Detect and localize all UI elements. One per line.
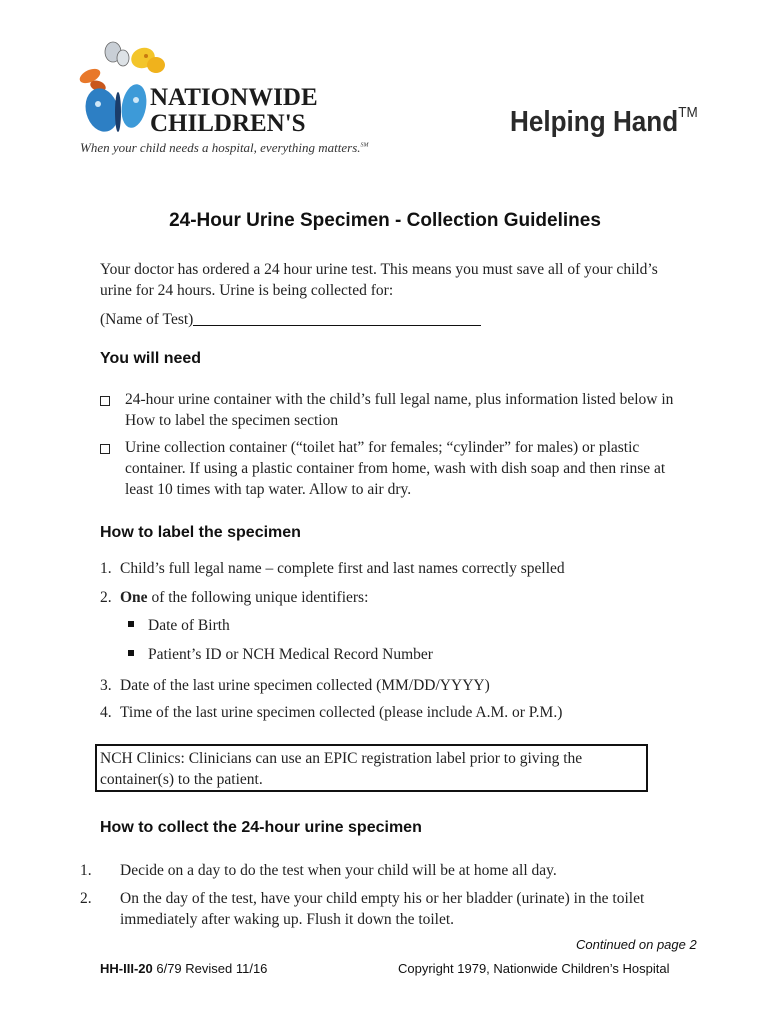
grey-butterfly-icon xyxy=(105,42,129,66)
brand-name-line-1: NATIONWIDE xyxy=(150,84,318,111)
tagline-text: When your child needs a hospital, everything matters. xyxy=(80,140,361,155)
how-to-collect-heading: How to collect the 24-hour urine specimen xyxy=(100,819,422,836)
item-text: Time of the last urine specimen collected (please include A.M. or P.M.) xyxy=(120,704,563,721)
series-title-text: Helping Hand xyxy=(510,106,679,138)
name-of-test-line xyxy=(100,309,481,330)
continued-note: Continued on page 2 xyxy=(576,937,697,952)
item-text: Decide on a day to do the test when your child will be at home all day. xyxy=(120,862,557,879)
item-text: of the following unique identifiers: xyxy=(147,589,369,606)
how-to-label-heading: How to label the specimen xyxy=(100,524,301,541)
numbered-item xyxy=(100,558,700,579)
name-of-test-label: (Name of Test) xyxy=(100,311,194,328)
square-bullet-icon xyxy=(128,650,134,656)
trademark: TM xyxy=(678,104,698,121)
item-number: 4. xyxy=(100,704,112,721)
numbered-item xyxy=(100,587,700,608)
brand-name-line-2: CHILDREN'S xyxy=(150,110,306,137)
sub-list-item xyxy=(128,615,230,636)
item-number: 2. xyxy=(80,890,92,907)
checklist-item xyxy=(100,437,690,500)
page-title: 24-Hour Urine Specimen - Collection Guidelines xyxy=(169,210,601,231)
checklist-item xyxy=(100,389,690,431)
item-emphasis: One xyxy=(120,589,148,606)
numbered-item xyxy=(100,675,700,696)
item-number: 1. xyxy=(100,560,112,577)
clinic-note-box: NCH Clinics: Clinicians can use an EPIC registration label prior to giving the container(s) to the patient. xyxy=(95,744,648,792)
item-number: 2. xyxy=(100,589,112,606)
checkbox-icon xyxy=(100,444,110,454)
form-number: HH-III-20 xyxy=(100,961,153,976)
numbered-item xyxy=(80,888,720,930)
intro-paragraph: Your doctor has ordered a 24 hour urine test. This means you must save all of your child’s urine for 24 hours. Urine is being collected for: xyxy=(100,261,658,299)
tagline xyxy=(80,140,369,156)
sub-item-text: Date of Birth xyxy=(148,617,230,634)
yellow-butterfly-icon xyxy=(128,44,165,73)
copyright-notice: Copyright 1979, Nationwide Children’s Hospital xyxy=(398,961,670,976)
numbered-item xyxy=(100,702,700,723)
item-text: Date of the last urine specimen collected (MM/DD/YYYY) xyxy=(120,677,490,694)
name-of-test-blank xyxy=(193,310,481,326)
revision-dates: 6/79 Revised 11/16 xyxy=(152,961,268,976)
document-code xyxy=(100,961,267,976)
sub-item-text: Patient’s ID or NCH Medical Record Number xyxy=(148,646,433,663)
checklist-item-text: Urine collection container (“toilet hat” for females; “cylinder” for males) or plastic container. If using a plastic container from home, wash with dish soap and then rinse at least 10 times with tap water. Allow to air dry. xyxy=(125,439,666,498)
checkbox-icon xyxy=(100,396,110,406)
you-will-need-heading: You will need xyxy=(100,350,202,367)
item-text: Child’s full legal name – complete first and last names correctly spelled xyxy=(120,560,565,577)
checklist-item-text: 24-hour urine container with the child’s full legal name, plus information listed below in How to label the specimen section xyxy=(125,391,674,429)
item-number: 3. xyxy=(100,677,112,694)
sub-list-item xyxy=(128,644,433,665)
numbered-item xyxy=(80,860,720,881)
series-title xyxy=(510,104,698,139)
item-text: On the day of the test, have your child empty his or her bladder (urinate) in the toilet immediately after waking up. Flush it down the toilet. xyxy=(120,890,645,928)
square-bullet-icon xyxy=(128,621,134,627)
blue-butterfly-icon xyxy=(81,82,150,135)
item-number: 1. xyxy=(80,862,92,879)
service-mark: SM xyxy=(360,142,369,149)
